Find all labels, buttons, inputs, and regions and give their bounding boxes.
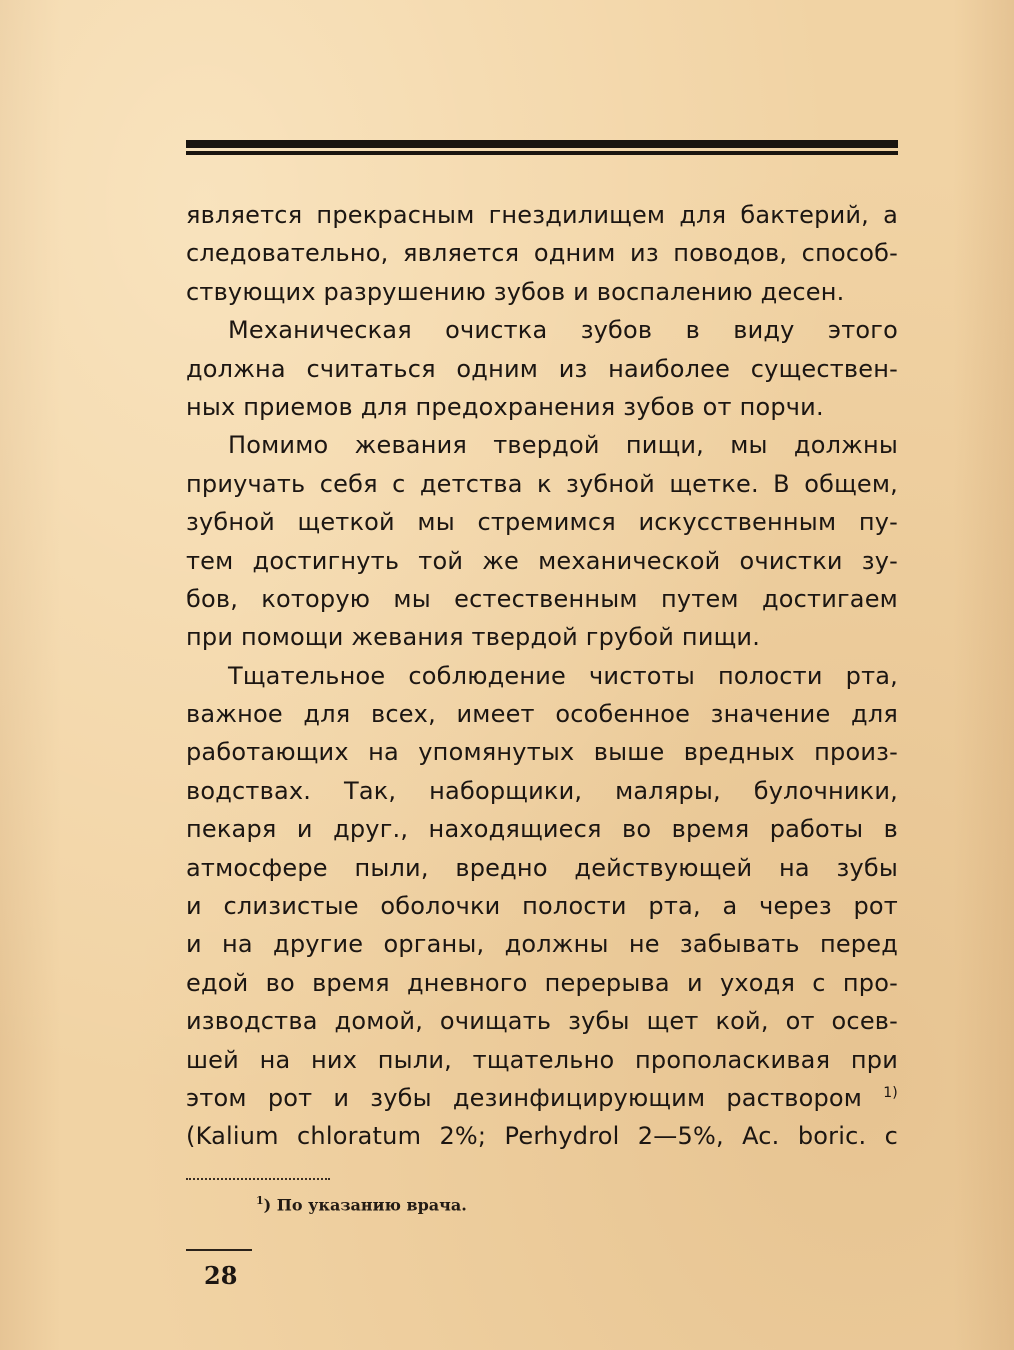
text-line: шей на них пыли, тщательно прополаскивая при bbox=[186, 1045, 898, 1074]
text-line: ствующих разрушению зубов и воспалению десен. bbox=[186, 277, 845, 306]
text-line: зубной щеткой мы стремимся искусственным пу- bbox=[186, 508, 898, 537]
text-line: тем достигнуть той же механической очистки зу- bbox=[186, 546, 898, 575]
text-line-with-footnote-ref bbox=[186, 1079, 898, 1117]
text-line: атмосфере пыли, вредно действующей на зубы bbox=[186, 853, 898, 882]
footnote-reference: 1) bbox=[883, 1084, 898, 1101]
text-line: водствах. Так, наборщики, маляры, булочники, bbox=[186, 776, 898, 805]
text-line: следовательно, является одним из поводов, способ- bbox=[186, 239, 898, 268]
text-line: является прекрасным гнездилищем для бактерий, а bbox=[186, 201, 898, 229]
body-text bbox=[186, 196, 898, 1156]
footnote-text: ) По указанию врача. bbox=[263, 1195, 467, 1215]
text-line: и слизистые оболочки полости рта, а через рот bbox=[186, 892, 898, 921]
text-line: Тщательное соблюдение чистоты полости рта, bbox=[228, 661, 898, 690]
text-line: Механическая очистка зубов в виду этого bbox=[228, 316, 898, 345]
text-line: должна считаться одним из наиболее существен- bbox=[186, 354, 898, 383]
header-rule-thick bbox=[186, 140, 898, 148]
text-line: ных приемов для предохранения зубов от порчи. bbox=[186, 392, 824, 421]
footnote bbox=[256, 1194, 467, 1214]
text-line: изводства домой, очищать зубы щет кой, от осев- bbox=[186, 1007, 898, 1036]
text-line: и на другие органы, должны не забывать перед bbox=[186, 930, 898, 959]
text-line: важное для всех, имеет особенное значение для bbox=[186, 700, 898, 729]
text-line: пекаря и друг., находящиеся во время работы в bbox=[186, 815, 898, 844]
text-line: работающих на упомянутых выше вредных произ- bbox=[186, 738, 898, 767]
text-line: (Kalium chloratum 2%; Perhydrol 2—5%, Ac. boric. с bbox=[186, 1122, 898, 1151]
text-line: приучать себя с детства к зубной щетке. В общем, bbox=[186, 469, 898, 498]
header-rule-thin bbox=[186, 151, 898, 155]
page-number: 28 bbox=[204, 1261, 238, 1290]
text-line-content: этом рот и зубы дезинфицирующим раствором bbox=[186, 1083, 863, 1112]
text-line: Помимо жевания твердой пищи, мы должны bbox=[228, 431, 898, 460]
footnote-separator bbox=[186, 1178, 330, 1180]
footnote-marker: 1 bbox=[256, 1194, 264, 1207]
text-line: при помощи жевания твердой грубой пищи. bbox=[186, 623, 761, 652]
page-number-rule bbox=[186, 1249, 252, 1251]
text-line: бов, которую мы естественным путем достигаем bbox=[186, 584, 898, 613]
text-line: едой во время дневного перерыва и уходя с про- bbox=[186, 968, 898, 997]
header-rule bbox=[186, 140, 898, 158]
